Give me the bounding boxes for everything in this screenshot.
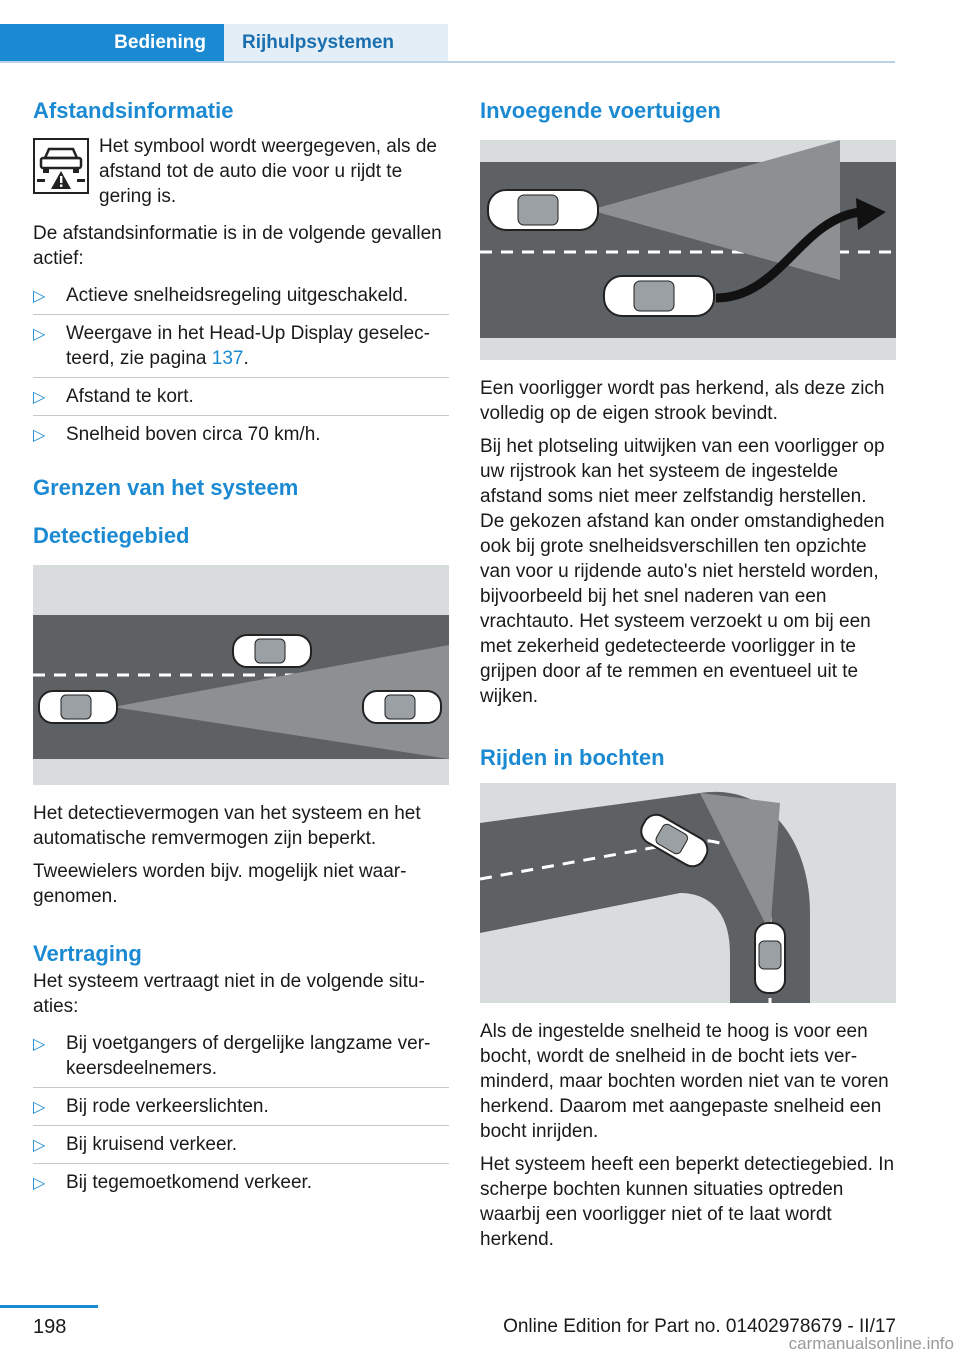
page-link[interactable]: 137 — [211, 348, 244, 369]
symbol-explanation — [33, 134, 449, 209]
detectie-paragraph-1: Het detectievermogen van het systeem en het automatische remvermogen zijn beperkt. — [33, 803, 421, 849]
triangle-bullet-icon: ▷ — [33, 288, 46, 305]
triangle-bullet-icon: ▷ — [33, 427, 46, 444]
detectie-paragraph-2: Tweewielers worden bijv. mogelijk niet waargenomen. — [33, 861, 407, 907]
page-number: 198 — [33, 1316, 67, 1338]
merging-vehicles-illustration — [480, 140, 896, 360]
watermark: carmanualsonline.info — [788, 1334, 954, 1353]
active-conditions-list — [33, 277, 449, 453]
left-column — [33, 96, 449, 1201]
heading-detectiegebied: Detectiegebied — [33, 523, 190, 548]
invoegend-paragraph-2: Bij het plotseling uitwijken van een voorligger op uw rijstrook kan het systeem de ingestelde afstand soms niet meer zelfstandig herstellen. De gekozen afstand kan onder omstandigheden ook bij grote snelheidsverschillen ten opzichte van voor u rijdende auto's niet hersteld worden, bijvoorbeeld bij het snel naderen van een vrachtauto. Het systeem verzoekt u om bij een met zekerheid gedetecteerde voorligger in te grijpen door af te remmen en eventueel uit te wijken. — [480, 436, 885, 707]
heading-rijden-in-bochten: Rijden in bochten — [480, 745, 665, 770]
detection-area-illustration — [33, 565, 449, 785]
right-column — [480, 96, 896, 1252]
triangle-bullet-icon: ▷ — [33, 389, 46, 406]
triangle-bullet-icon: ▷ — [33, 326, 46, 343]
list-item: ▷ Actieve snelheidsregeling uitgeschakeld. — [33, 277, 449, 315]
heading-grenzen: Grenzen van het systeem — [33, 475, 299, 500]
edition-text: Online Edition for Part no. 01402978679 - II/17 — [503, 1316, 896, 1337]
list-item: ▷ Bij kruisend verkeer. — [33, 1126, 449, 1164]
own-car-icon — [755, 923, 785, 993]
heading-afstandsinformatie: Afstandsinformatie — [33, 98, 234, 123]
car-ahead-icon — [233, 635, 311, 667]
list-item: ▷ Snelheid boven circa 70 km/h. — [33, 416, 449, 453]
list-item: ▷ Afstand te kort. — [33, 378, 449, 416]
list-item: ▷ Weergave in het Head-Up Display geselecteerd, zie pagina 137. — [33, 315, 449, 378]
list-item: ▷ Bij tegemoetkomend verkeer. — [33, 1164, 449, 1201]
triangle-bullet-icon: ▷ — [33, 1175, 46, 1192]
triangle-bullet-icon: ▷ — [33, 1036, 46, 1053]
footer-rule — [0, 1305, 98, 1308]
distance-warning-icon — [33, 138, 89, 194]
bochten-paragraph-1: Als de ingestelde snelheid te hoog is voor een bocht, wordt de snelheid in de bocht iets verminderd, maar bochten worden niet van te voren herkend. Daarom met aangepaste snelheid een bocht inrijden. — [480, 1021, 889, 1142]
own-car-icon — [39, 691, 117, 723]
symbol-description: Het symbool wordt weergegeven, als de afstand tot de auto die voor u rijdt te gering is. — [99, 136, 437, 207]
car-far-icon — [363, 691, 441, 723]
invoegend-paragraph-1: Een voorligger wordt pas herkend, als deze zich volledig op de eigen strook bevindt. — [480, 378, 885, 424]
list-item: ▷ Bij rode verkeerslichten. — [33, 1088, 449, 1126]
tab-rijhulpsystemen[interactable]: Rijhulpsystemen — [224, 24, 448, 62]
bochten-paragraph-2: Het systeem heeft een beperkt detectiegebied. In scherpe bochten kunnen situaties optreden waarbij een voorligger niet of te laat wordt herkend. — [480, 1154, 895, 1250]
tab-bediening[interactable]: Bediening — [0, 24, 224, 62]
list-item: ▷ Bij voetgangers of dergelijke langzame verkeersdeelnemers. — [33, 1025, 449, 1088]
heading-vertraging: Vertraging — [33, 941, 142, 966]
triangle-bullet-icon: ▷ — [33, 1137, 46, 1154]
header-rule — [0, 61, 895, 63]
header-bar — [0, 0, 960, 64]
own-car-icon — [604, 276, 714, 316]
vertraging-paragraph: Het systeem vertraagt niet in de volgende situaties: — [33, 971, 425, 1017]
no-deceleration-list — [33, 1025, 449, 1201]
heading-invoegende-voertuigen: Invoegende voertuigen — [480, 98, 721, 123]
triangle-bullet-icon: ▷ — [33, 1099, 46, 1116]
intro-paragraph: De afstandsinformatie is in de volgende gevallen actief: — [33, 223, 442, 269]
curve-driving-illustration — [480, 783, 896, 1003]
car-merging-icon — [488, 190, 598, 230]
